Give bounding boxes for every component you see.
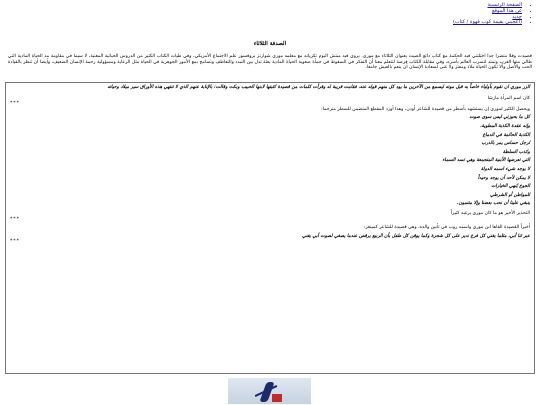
excerpt-name: كان اسم المرأة مارشا (487, 95, 530, 101)
poem-line: لا يمكن لأحد أن يوجد وحيداً (477, 175, 530, 181)
excerpt-box (5, 82, 535, 374)
divider-stars-3: *** (10, 239, 20, 245)
nav-item-donate[interactable] (453, 20, 522, 26)
poem-line: لرجل حساس يمر بالدرب (481, 141, 530, 147)
figure-accent (272, 394, 282, 402)
poem-line: وإنه عقدة الكذبة المطوية، (480, 123, 530, 129)
nav-link-home[interactable]: الصفحة الرئيسية (487, 2, 522, 8)
excerpt-after: التحذير الأخير هو ما كان موري يرغبه كثيراً (450, 210, 530, 216)
nav-link-about[interactable]: عن هذا الموقع (491, 7, 522, 14)
poem-line: لا يوجد شيء اسمه الدولة (480, 166, 530, 172)
intro-paragraph: قصيدت وقلا متضرا جدا اختلتني فيه الحكمة مع كتاب دائع الصيت بعنوان الثلاثاء مع موري. يروي فيه مبتش البوم تكرياته مع معلمه موري شوارتز بروفسور علم الاجتماع الأمريكي، وفي طيات الكتاب الكثير من الدروس الحياتية المغنية، لا سيما في مقاومة مد الحياة المادية التي طالي منها الغرب وتمتد لتسرب العالم بأسره، وفي مقابلة الكتاب فرصة لتتعلم معنا أن التفكر في السقوط في حمأة صعوبة الحياة المادية بعثة تدل بين التبدد والتعاطف وتسامح بمع الأمور الجوهرية في الحياة مثل الرعاية ومسؤولية رحمة الإنسان الضعيف، وأيضا أن تنظر بالقيادة الحب والأصل وألا تكون الحياة ملاذ ومعتز ولا غنى لسعادة الإنسان أن ينعم بالعيش جامعا. (8, 54, 532, 71)
excerpt-outro: أخيراً القصيدة القاها ابن موري واسمه روب في تأبين والده، وهي قصيدة للشاعر كمينغز: (363, 225, 530, 231)
poem-line: ينبغي علينا أن نحب بعضنا وإلا متنمون. (456, 201, 530, 207)
excerpt-closing: عبر ثنا أبي، مثلما يغني كل فرع ندير على كل شجرة وكما يوقن كل طفل بأن الربيع يرقص عندما يصغي لصوت أبي يغني (302, 233, 530, 239)
nav-link-new[interactable]: جديد (512, 13, 522, 20)
footer-image (228, 378, 311, 404)
poem-line: الجوع يُنهي الخيارات (491, 184, 530, 190)
nav-link-donate[interactable]: (أعجبني بقيمة كوب قهوة / كتاب) (452, 19, 522, 26)
poem-line: وكذب السلطة (502, 149, 530, 155)
divider-stars-1: *** (10, 101, 20, 107)
excerpt-intro2: ويحصل الكثير لموري إن يستشهد بأسطر من قصيدة للشاعر أودن، وهذا أورد المقطع المتضمن للسطر مترجما: (321, 106, 530, 112)
nav-menu (453, 3, 532, 26)
excerpt-lead: الزر موري ان نقوم بأولياء خاصاً به قبل موته ليسمع من الآخرين ما يود كل منهم قوله عنه، فقامت قريبة له وقرأت كلمات من قصيدة كتبتها لابنها الحبيب وبكت وقالت: بالإنابة عنهم الذي لا تنتهي هذه الأوراق سير ميلاد وحياته (107, 85, 530, 90)
poem-line: التي تعرضها الأبنية المتجمعة وهي تسد السماء (442, 158, 530, 164)
poem-line: للمواطن أو الشرطي (490, 192, 530, 198)
poem-line: الكذبة الحالمة في الدماغ (482, 132, 530, 138)
poem-line: كل ما بحوزتي ليس سوى صوت (469, 115, 530, 121)
page-title: الصدفة الثلاثاء (253, 41, 287, 47)
divider-stars-2: *** (10, 216, 20, 222)
